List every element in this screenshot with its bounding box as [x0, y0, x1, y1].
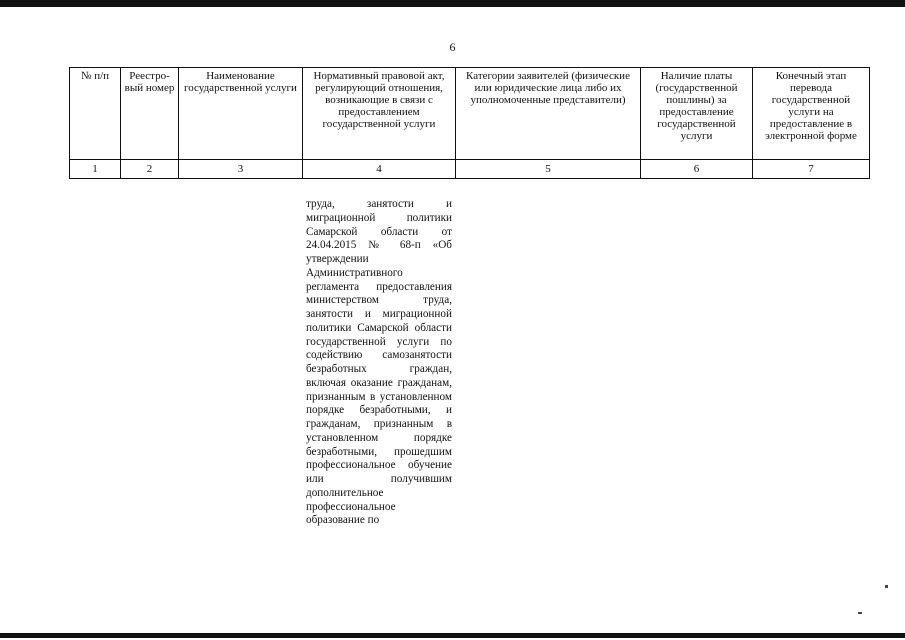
column-number-cell: 1 [70, 160, 121, 179]
header-cell-number: № п/п [70, 68, 121, 160]
column-number-row [70, 160, 870, 179]
header-cell-final-stage: Конечный этап перевода государственной услуги на предоставление в электронной форме [753, 68, 870, 160]
column-number-cell: 2 [121, 160, 179, 179]
column-number-cell: 4 [303, 160, 456, 179]
scan-speck [885, 585, 888, 588]
header-cell-applicants: Категории заявителей (физические или юридические лица либо их уполномоченные представители) [456, 68, 641, 160]
header-cell-legal-act: Нормативный правовой акт, регулирующий отношения, возникающие в связи с предоставлением государственной услуги [303, 68, 456, 160]
services-table [69, 67, 870, 179]
header-cell-service-name: Наименование государственной услуги [179, 68, 303, 160]
column-number-cell: 7 [753, 160, 870, 179]
header-row [70, 68, 870, 160]
scan-bottom-edge [0, 633, 905, 638]
scan-speck [858, 612, 862, 614]
column-number-cell: 5 [456, 160, 641, 179]
scan-top-edge [0, 0, 905, 7]
page-number: 6 [449, 40, 456, 54]
column-number-cell: 6 [641, 160, 753, 179]
column-number-cell: 3 [179, 160, 303, 179]
header-cell-fee: Наличие платы (государственной пошлины) за предоставление государственной услуги [641, 68, 753, 160]
header-cell-registry: Реестро-вый номер [121, 68, 179, 160]
legal-act-continuation-text: труда, занятости и миграционной политики Самарской области от 24.04.2015 № 68-п «Об утверждении Административного регламента предоставления министерством труда, занятости и миграционной политики Самарской области государственной услуги по содействию самозанятости безработных граждан, включая оказание гражданам, признанным в установленном порядке безработными, и гражданам, признанным в установленном порядке безработными, прошедшим профессиональное обучение или получившим дополнительное профессиональное образование по [306, 198, 452, 527]
